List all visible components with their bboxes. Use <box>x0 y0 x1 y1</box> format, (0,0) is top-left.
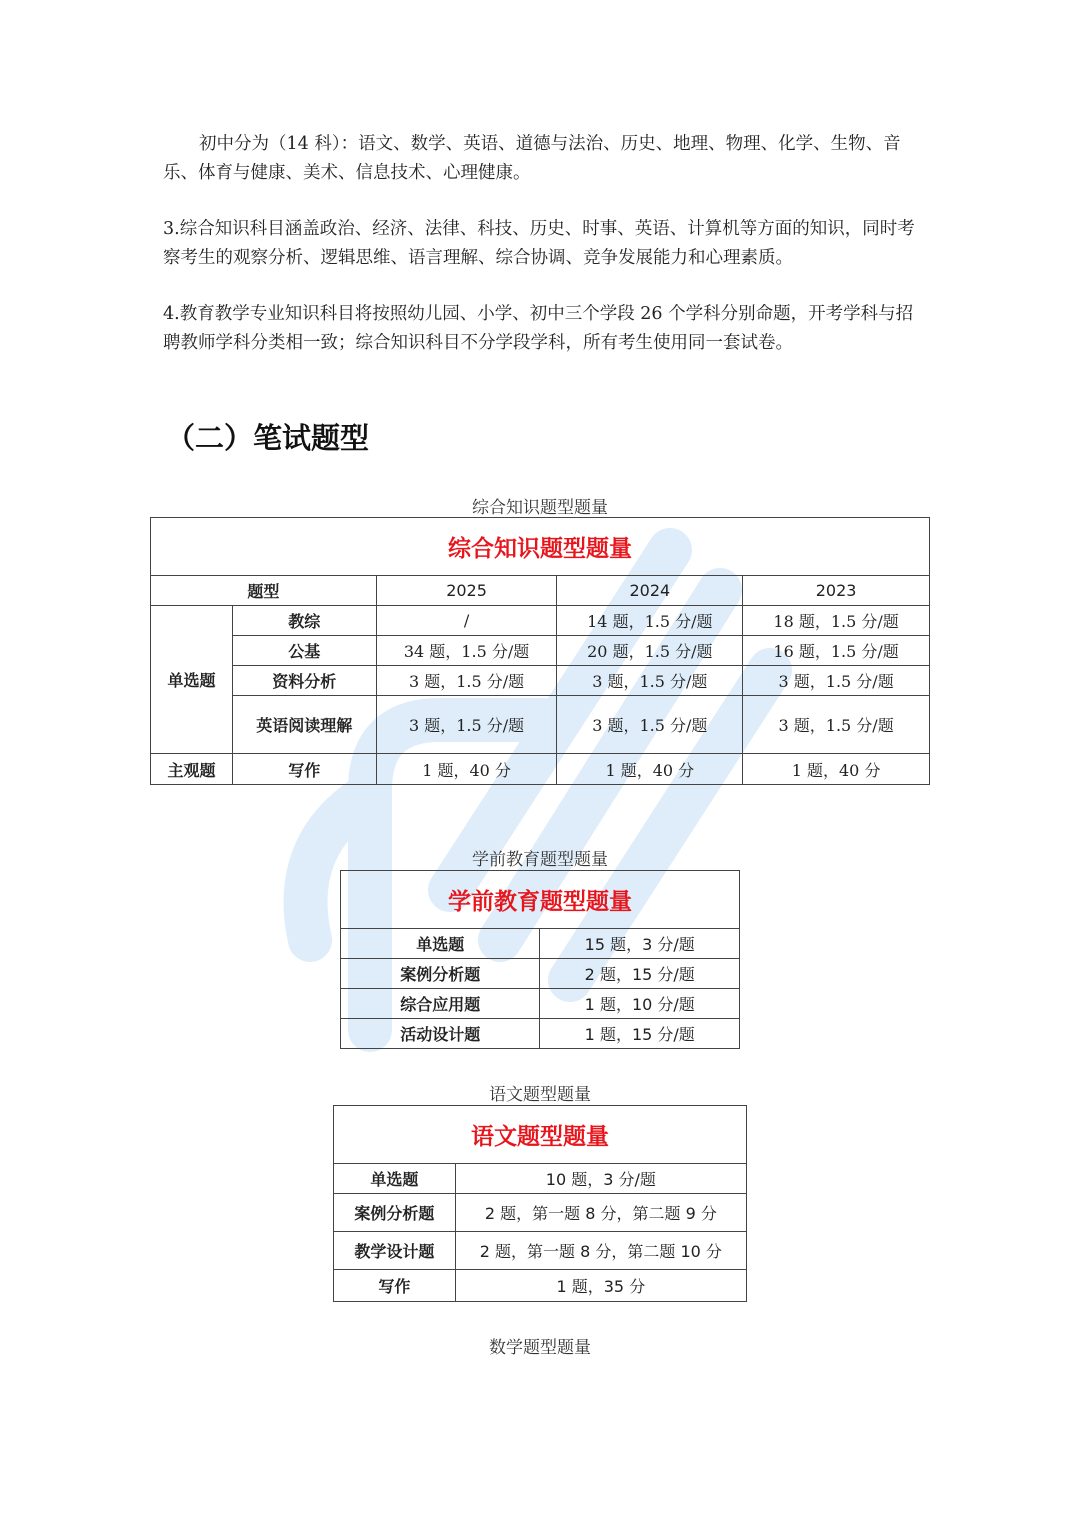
cell-2024: 3 题，1.5 分/题 <box>557 666 743 696</box>
paragraph-professional-knowledge: 4.教育教学专业知识科目将按照幼儿园、小学、初中三个学段 26 个学科分别命题，开考学科与招聘教师学科分类相一致；综合知识科目不分学段学科，所有考生使用同一套试卷。 <box>163 304 914 353</box>
row-type: 单选题 <box>334 1164 456 1194</box>
table1-group-single: 单选题 <box>151 606 233 754</box>
cell-2025: 1 题，40 分 <box>376 754 557 785</box>
table-row <box>334 1164 747 1194</box>
table-chinese <box>333 1105 747 1302</box>
row-value: 1 题，35 分 <box>455 1270 746 1302</box>
table-row <box>334 1232 747 1270</box>
cell-2025: 3 题，1.5 分/题 <box>376 666 557 696</box>
table3-caption: 语文题型题量 <box>489 1085 591 1105</box>
table-row <box>334 1270 747 1302</box>
table3-title: 语文题型题量 <box>334 1106 747 1164</box>
row-type: 教学设计题 <box>334 1232 456 1270</box>
row-name: 教综 <box>232 606 376 636</box>
row-value: 1 题，10 分/题 <box>540 989 740 1019</box>
row-value: 1 题，15 分/题 <box>540 1019 740 1049</box>
table1-group-subjective: 主观题 <box>151 754 233 785</box>
row-value: 2 题，15 分/题 <box>540 959 740 989</box>
row-type: 单选题 <box>341 929 540 959</box>
row-name: 公基 <box>232 636 376 666</box>
table-row <box>151 754 930 785</box>
table-row <box>151 696 930 754</box>
cell-2023: 1 题，40 分 <box>743 754 930 785</box>
row-value: 15 题，3 分/题 <box>540 929 740 959</box>
cell-2024: 1 题，40 分 <box>557 754 743 785</box>
table-row <box>341 989 740 1019</box>
cell-2023: 16 题，1.5 分/题 <box>743 636 930 666</box>
table-preschool <box>340 870 740 1049</box>
table2-title: 学前教育题型题量 <box>341 871 740 929</box>
row-name: 写作 <box>232 754 376 785</box>
row-type: 案例分析题 <box>334 1194 456 1232</box>
row-type: 活动设计题 <box>341 1019 540 1049</box>
table-row <box>341 959 740 989</box>
cell-2023: 18 题，1.5 分/题 <box>743 606 930 636</box>
table-row <box>151 666 930 696</box>
cell-2025: 34 题，1.5 分/题 <box>376 636 557 666</box>
table-row <box>151 606 930 636</box>
table1-title: 综合知识题型题量 <box>151 518 930 576</box>
table-row <box>341 929 740 959</box>
table-comprehensive <box>150 517 930 785</box>
cell-2025: / <box>376 606 557 636</box>
row-name: 资料分析 <box>232 666 376 696</box>
cell-2024: 14 题，1.5 分/题 <box>557 606 743 636</box>
cell-2024: 20 题，1.5 分/题 <box>557 636 743 666</box>
row-value: 2 题，第一题 8 分，第二题 9 分 <box>455 1194 746 1232</box>
table1-header-2023: 2023 <box>743 576 930 606</box>
cell-2023: 3 题，1.5 分/题 <box>743 666 930 696</box>
section-title: （二）笔试题型 <box>166 421 370 455</box>
row-value: 2 题，第一题 8 分，第二题 10 分 <box>455 1232 746 1270</box>
cell-2024: 3 题，1.5 分/题 <box>557 696 743 754</box>
table4-caption: 数学题型题量 <box>489 1338 591 1358</box>
row-type: 案例分析题 <box>341 959 540 989</box>
cell-2025: 3 题，1.5 分/题 <box>376 696 557 754</box>
cell-2023: 3 题，1.5 分/题 <box>743 696 930 754</box>
table-row <box>151 636 930 666</box>
table2-caption: 学前教育题型题量 <box>472 850 608 870</box>
paragraph-junior-subjects: 初中分为（14 科）：语文、数学、英语、道德与法治、历史、地理、物理、化学、生物、音乐、体育与健康、美术、信息技术、心理健康。 <box>163 134 901 183</box>
row-value: 10 题，3 分/题 <box>455 1164 746 1194</box>
row-name: 英语阅读理解 <box>232 696 376 754</box>
paragraph-comprehensive-knowledge: 3.综合知识科目涵盖政治、经济、法律、科技、历史、时事、英语、计算机等方面的知识，同时考察考生的观察分析、逻辑思维、语言理解、综合协调、竞争发展能力和心理素质。 <box>163 219 915 268</box>
table1-header-type: 题型 <box>151 576 377 606</box>
row-type: 综合应用题 <box>341 989 540 1019</box>
table1-header-2025: 2025 <box>376 576 557 606</box>
row-type: 写作 <box>334 1270 456 1302</box>
table1-header-2024: 2024 <box>557 576 743 606</box>
table1-caption: 综合知识题型题量 <box>472 498 608 518</box>
table-row <box>334 1194 747 1232</box>
table-row <box>341 1019 740 1049</box>
